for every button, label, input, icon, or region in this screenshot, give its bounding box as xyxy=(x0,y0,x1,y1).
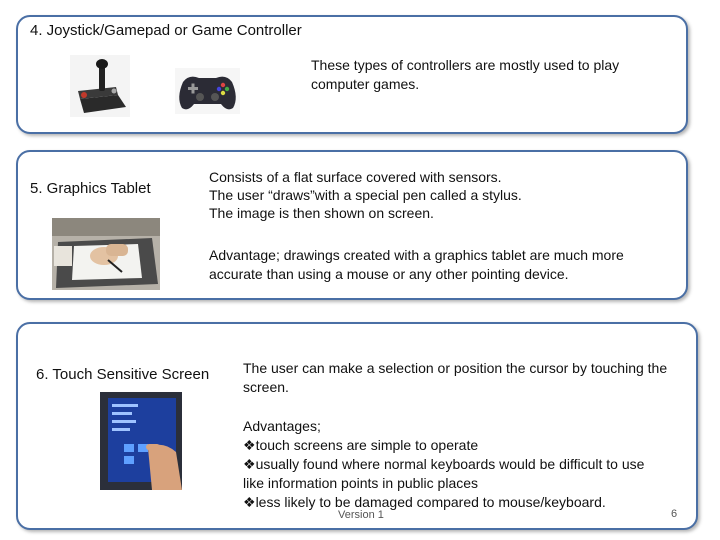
touch-description-line-1: The user can make a selection or position the cursor by touching the xyxy=(243,360,668,376)
tablet-advantage-line-2: accurate than using a mouse or any other pointing device. xyxy=(209,266,569,282)
touch-description-line-2: screen. xyxy=(243,379,289,395)
graphics-tablet-title: 5. Graphics Tablet xyxy=(30,180,151,197)
bullet-icon: ❖ xyxy=(243,437,256,453)
tablet-description-line-1: Consists of a flat surface covered with sensors. xyxy=(209,169,502,185)
graphics-tablet-image xyxy=(52,218,160,290)
touch-bullet-2-text: usually found where normal keyboards would be difficult to use xyxy=(255,456,645,472)
gamepad-image xyxy=(175,68,240,114)
touch-bullet-2 xyxy=(243,455,644,473)
touch-screen-title: 6. Touch Sensitive Screen xyxy=(36,366,210,383)
joystick-title: 4. Joystick/Gamepad or Game Controller xyxy=(30,22,302,39)
joystick-image xyxy=(70,55,130,117)
tablet-description-line-3: The image is then shown on screen. xyxy=(209,205,434,221)
touch-bullet-1-text: touch screens are simple to operate xyxy=(255,437,479,453)
touch-bullet-2-continuation: like information points in public places xyxy=(243,475,479,491)
touch-bullet-3 xyxy=(243,493,606,511)
touch-bullet-3-text: less likely to be damaged compared to mouse/keyboard. xyxy=(255,494,606,510)
joystick-description-line-2: computer games. xyxy=(311,76,420,92)
tablet-advantage-line-1: Advantage; drawings created with a graphics tablet are much more xyxy=(209,247,624,263)
bullet-icon: ❖ xyxy=(243,494,256,510)
touch-bullet-1 xyxy=(243,436,478,454)
touch-advantages-heading: Advantages; xyxy=(243,418,321,434)
touch-screen-image xyxy=(100,392,182,490)
bullet-icon: ❖ xyxy=(243,456,256,472)
page-number: 6 xyxy=(671,508,678,520)
tablet-description-line-2: The user “draws”with a special pen called a stylus. xyxy=(209,187,522,203)
version-label: Version 1 xyxy=(338,509,384,521)
joystick-description-line-1: These types of controllers are mostly used to play xyxy=(311,57,620,73)
